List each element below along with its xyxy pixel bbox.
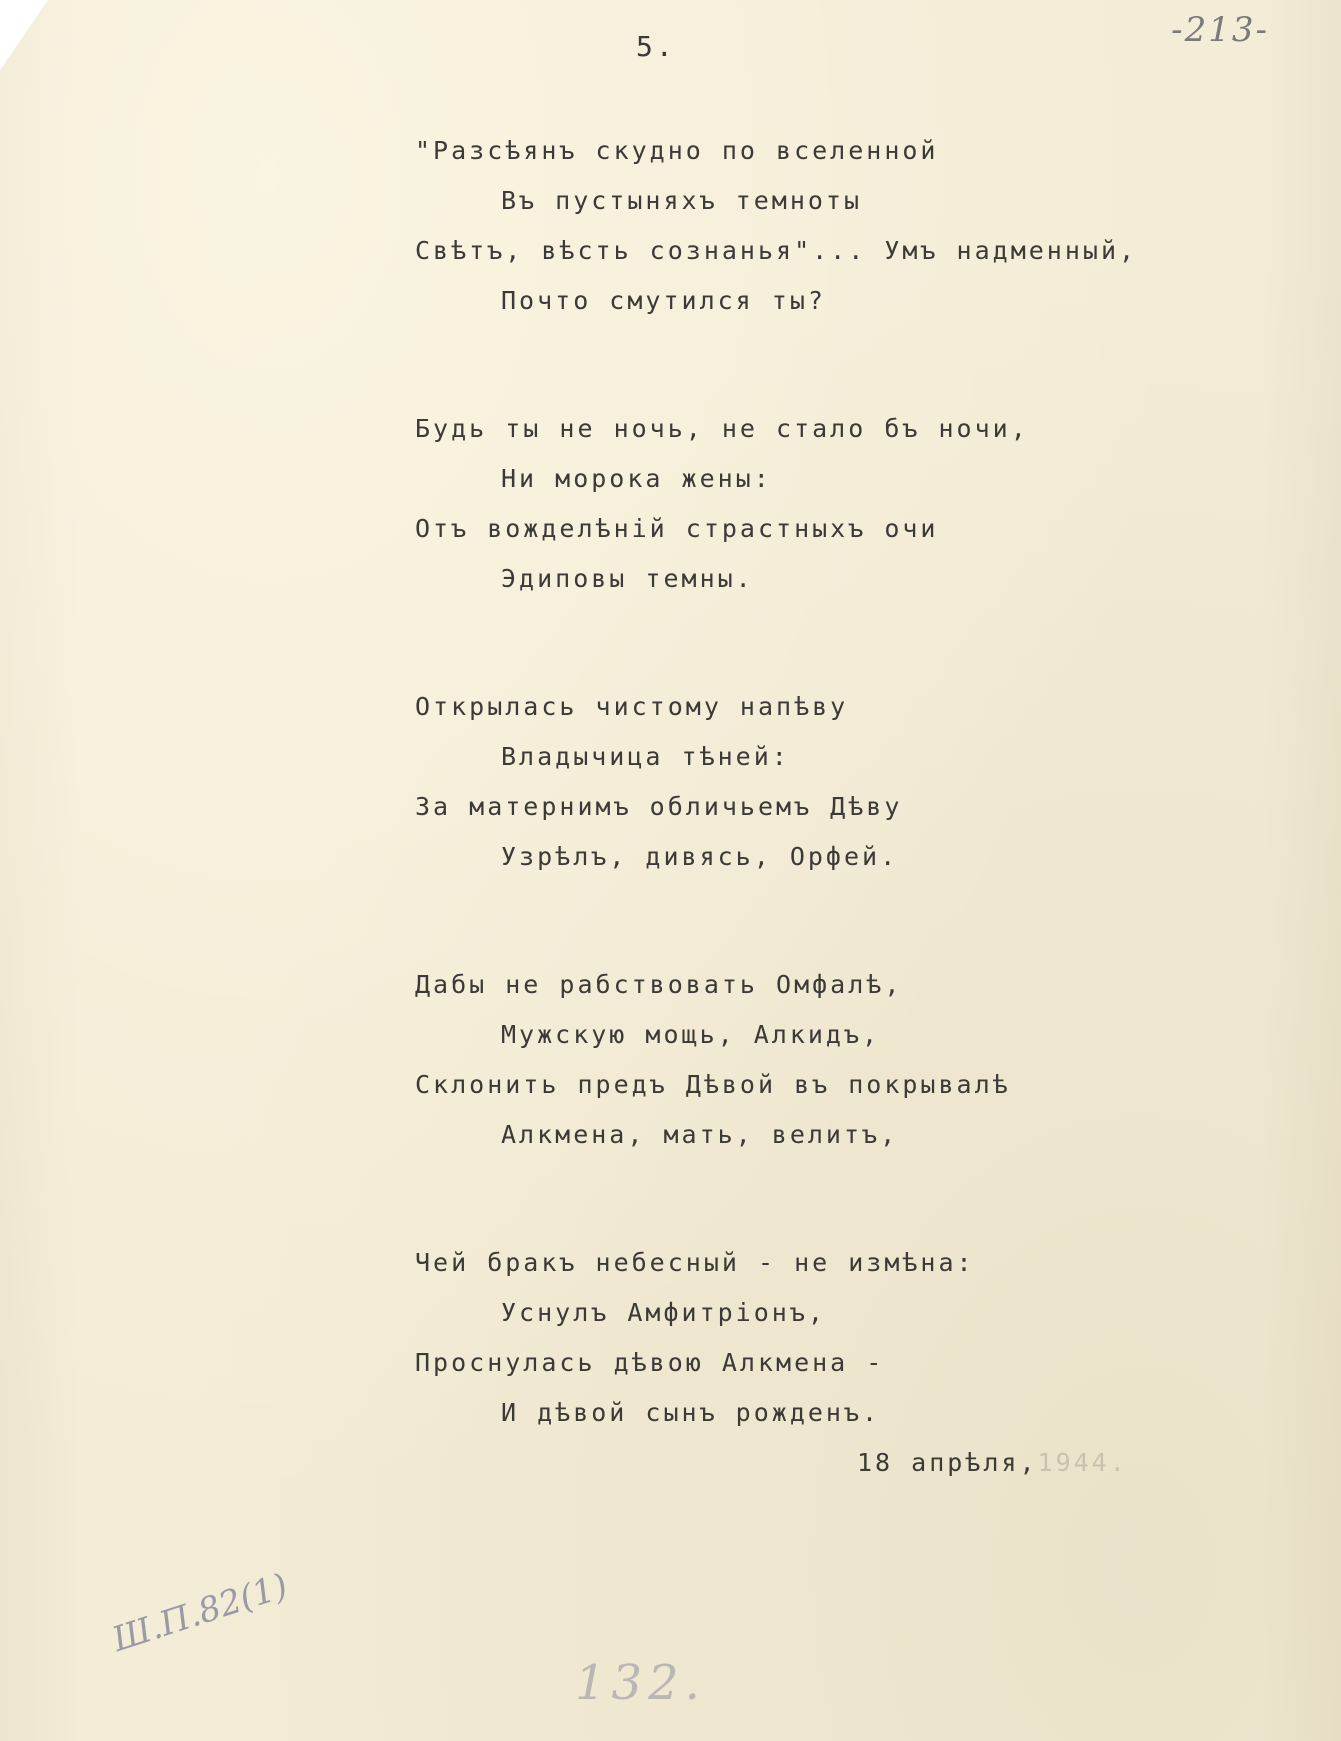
date-year: 1944.	[1037, 1448, 1128, 1477]
stanza	[415, 1238, 1215, 1438]
page-number: 5.	[636, 30, 676, 63]
poem-line: И дѣвой сынъ рожденъ.	[501, 1398, 881, 1427]
sheet-number: 132.	[575, 1655, 706, 1711]
date-text: 18 апрѣля,	[857, 1448, 1038, 1477]
date-line	[857, 1448, 1128, 1477]
archive-number: -213-	[1171, 10, 1269, 50]
poem-line: Эдиповы темны.	[501, 564, 754, 593]
poem-line: Ни морока жены:	[501, 464, 772, 493]
stanza	[415, 960, 1215, 1160]
poem-line: Алкмена, мать, велитъ,	[501, 1120, 899, 1149]
poem-line: Чей бракъ небесный - не измѣна:	[415, 1248, 975, 1277]
poem-line: Дабы не рабствовать Омфалѣ,	[415, 970, 903, 999]
poem-line: Проснулась дѣвою Алкмена -	[415, 1348, 885, 1377]
poem-line: За матернимъ обличьемъ Дѣву	[415, 792, 903, 821]
poem-line: Почто смутился ты?	[501, 286, 826, 315]
stanza	[415, 404, 1215, 604]
shelfmark: Ш.П.82(1)	[107, 1565, 293, 1660]
poem-line: Свѣтъ, вѣсть сознанья"... Умъ надменный,	[415, 236, 1138, 265]
poem-line: Будь ты не ночь, не стало бъ ночи,	[415, 414, 1029, 443]
poem-line: "Разсѣянъ скудно по вселенной	[415, 136, 939, 165]
poem-line: Склонить предъ Дѣвой въ покрывалѣ	[415, 1070, 1011, 1099]
poem-line: Открылась чистому напѣву	[415, 692, 849, 721]
folded-corner	[0, 0, 48, 70]
poem-line: Уснулъ Амфитріонъ,	[501, 1298, 826, 1327]
poem-line: Отъ вожделѣній страстныхъ очи	[415, 514, 939, 543]
poem-body	[415, 126, 1215, 1516]
poem-line: Узрѣлъ, дивясь, Орфей.	[501, 842, 899, 871]
stanza	[415, 682, 1215, 882]
poem-line: Владычица тѣней:	[501, 742, 790, 771]
stanza	[415, 126, 1215, 326]
poem-line: Въ пустыняхъ темноты	[501, 186, 863, 215]
poem-line: Мужскую мощь, Алкидъ,	[501, 1020, 881, 1049]
